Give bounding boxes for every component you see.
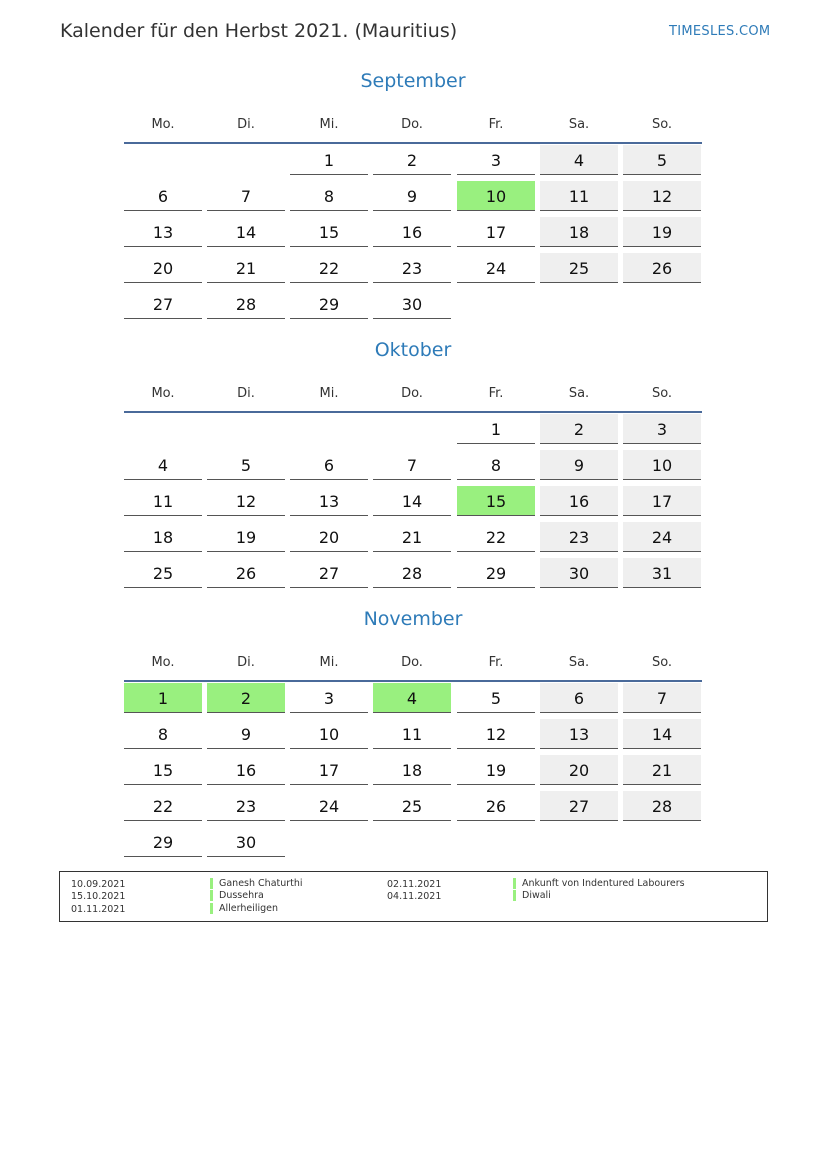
day-cell: 12 <box>623 181 701 211</box>
weekday-label: Sa. <box>568 655 590 670</box>
day-cell: 29 <box>124 827 202 857</box>
day-cell: 5 <box>207 450 285 480</box>
day-cell: 17 <box>290 755 368 785</box>
day-cell: 7 <box>373 450 451 480</box>
day-cell: 23 <box>540 522 618 552</box>
day-cell: 27 <box>124 289 202 319</box>
day-cell: 21 <box>373 522 451 552</box>
day-cell: 21 <box>207 253 285 283</box>
day-cell: 20 <box>290 522 368 552</box>
day-cell: 11 <box>373 719 451 749</box>
day-cell: 28 <box>207 289 285 319</box>
day-cell: 19 <box>623 217 701 247</box>
day-cell: 8 <box>124 719 202 749</box>
day-cell: 22 <box>457 522 535 552</box>
day-cell: 18 <box>373 755 451 785</box>
legend-holiday-name: Ganesh Chaturthi <box>210 878 303 889</box>
legend-holiday-name: Ankunft von Indentured Labourers <box>513 878 685 889</box>
day-cell: 25 <box>124 558 202 588</box>
weekday-label: Do. <box>401 386 423 401</box>
day-cell: 14 <box>373 486 451 516</box>
day-cell: 25 <box>540 253 618 283</box>
day-cell: 13 <box>540 719 618 749</box>
month-name: Oktober <box>374 339 452 361</box>
day-cell: 11 <box>540 181 618 211</box>
day-cell: 23 <box>207 791 285 821</box>
weekday-label: Sa. <box>568 117 590 132</box>
day-cell: 20 <box>540 755 618 785</box>
day-cell: 26 <box>623 253 701 283</box>
day-cell: 14 <box>207 217 285 247</box>
legend-holiday-name: Diwali <box>513 890 551 901</box>
day-cell: 1 <box>124 683 202 713</box>
weekday-label: Di. <box>237 655 255 670</box>
weekday-label: Mi. <box>319 386 339 401</box>
day-cell: 7 <box>207 181 285 211</box>
day-cell: 2 <box>373 145 451 175</box>
day-cell: 3 <box>623 414 701 444</box>
weekday-label: Mo. <box>151 386 175 401</box>
day-cell: 6 <box>290 450 368 480</box>
weekday-label: So. <box>651 386 673 401</box>
day-cell: 14 <box>623 719 701 749</box>
month-2 <box>120 608 706 868</box>
day-cell: 20 <box>124 253 202 283</box>
header-rule <box>124 411 702 413</box>
day-cell: 30 <box>540 558 618 588</box>
day-cell: 29 <box>457 558 535 588</box>
day-cell: 28 <box>623 791 701 821</box>
day-cell: 24 <box>623 522 701 552</box>
day-cell: 9 <box>207 719 285 749</box>
header-rule <box>124 680 702 682</box>
day-cell: 4 <box>373 683 451 713</box>
day-cell: 21 <box>623 755 701 785</box>
weekday-label: Fr. <box>488 655 504 670</box>
day-cell: 17 <box>457 217 535 247</box>
day-cell: 24 <box>457 253 535 283</box>
day-cell: 8 <box>290 181 368 211</box>
header-rule <box>124 142 702 144</box>
day-cell: 18 <box>124 522 202 552</box>
weekday-label: So. <box>651 117 673 132</box>
day-cell: 4 <box>540 145 618 175</box>
day-cell: 9 <box>540 450 618 480</box>
day-cell: 16 <box>373 217 451 247</box>
legend-date: 01.11.2021 <box>71 904 126 915</box>
day-cell: 15 <box>457 486 535 516</box>
day-cell: 12 <box>207 486 285 516</box>
day-cell: 13 <box>124 217 202 247</box>
day-cell: 19 <box>457 755 535 785</box>
day-cell: 6 <box>124 181 202 211</box>
day-cell: 1 <box>290 145 368 175</box>
legend-date: 02.11.2021 <box>387 879 442 890</box>
day-cell: 7 <box>623 683 701 713</box>
day-cell: 28 <box>373 558 451 588</box>
month-name: November <box>363 608 463 630</box>
brand-link[interactable]: TIMESLES.COM <box>669 24 771 39</box>
day-cell: 5 <box>457 683 535 713</box>
day-cell: 22 <box>124 791 202 821</box>
weekday-label: So. <box>651 655 673 670</box>
weekday-label: Mo. <box>151 655 175 670</box>
day-cell: 13 <box>290 486 368 516</box>
day-cell: 26 <box>457 791 535 821</box>
day-cell: 15 <box>290 217 368 247</box>
weekday-label: Fr. <box>488 386 504 401</box>
day-cell: 3 <box>457 145 535 175</box>
day-cell: 1 <box>457 414 535 444</box>
weekday-label: Fr. <box>488 117 504 132</box>
day-cell: 2 <box>540 414 618 444</box>
legend-date: 04.11.2021 <box>387 891 442 902</box>
legend-date: 10.09.2021 <box>71 879 126 890</box>
day-cell: 30 <box>373 289 451 319</box>
day-cell: 23 <box>373 253 451 283</box>
day-cell: 8 <box>457 450 535 480</box>
day-cell: 17 <box>623 486 701 516</box>
day-cell: 27 <box>290 558 368 588</box>
day-cell: 11 <box>124 486 202 516</box>
day-cell: 22 <box>290 253 368 283</box>
day-cell: 10 <box>290 719 368 749</box>
day-cell: 27 <box>540 791 618 821</box>
weekday-label: Di. <box>237 386 255 401</box>
day-cell: 6 <box>540 683 618 713</box>
day-cell: 12 <box>457 719 535 749</box>
day-cell: 16 <box>540 486 618 516</box>
weekday-label: Sa. <box>568 386 590 401</box>
day-cell: 25 <box>373 791 451 821</box>
month-1 <box>120 339 706 599</box>
day-cell: 15 <box>124 755 202 785</box>
weekday-label: Di. <box>237 117 255 132</box>
day-cell: 29 <box>290 289 368 319</box>
day-cell: 4 <box>124 450 202 480</box>
day-cell: 3 <box>290 683 368 713</box>
month-0 <box>120 70 706 330</box>
day-cell: 9 <box>373 181 451 211</box>
page-title: Kalender für den Herbst 2021. (Mauritius) <box>60 20 458 42</box>
day-cell: 26 <box>207 558 285 588</box>
legend-holiday-name: Allerheiligen <box>210 903 278 914</box>
day-cell: 31 <box>623 558 701 588</box>
day-cell: 10 <box>623 450 701 480</box>
weekday-label: Mi. <box>319 655 339 670</box>
weekday-label: Do. <box>401 117 423 132</box>
legend-date: 15.10.2021 <box>71 891 126 902</box>
holiday-legend <box>59 871 768 922</box>
legend-holiday-name: Dussehra <box>210 890 264 901</box>
day-cell: 18 <box>540 217 618 247</box>
day-cell: 2 <box>207 683 285 713</box>
weekday-label: Mi. <box>319 117 339 132</box>
day-cell: 24 <box>290 791 368 821</box>
month-name: September <box>360 70 466 92</box>
weekday-label: Do. <box>401 655 423 670</box>
day-cell: 5 <box>623 145 701 175</box>
weekday-label: Mo. <box>151 117 175 132</box>
day-cell: 10 <box>457 181 535 211</box>
day-cell: 19 <box>207 522 285 552</box>
day-cell: 16 <box>207 755 285 785</box>
day-cell: 30 <box>207 827 285 857</box>
